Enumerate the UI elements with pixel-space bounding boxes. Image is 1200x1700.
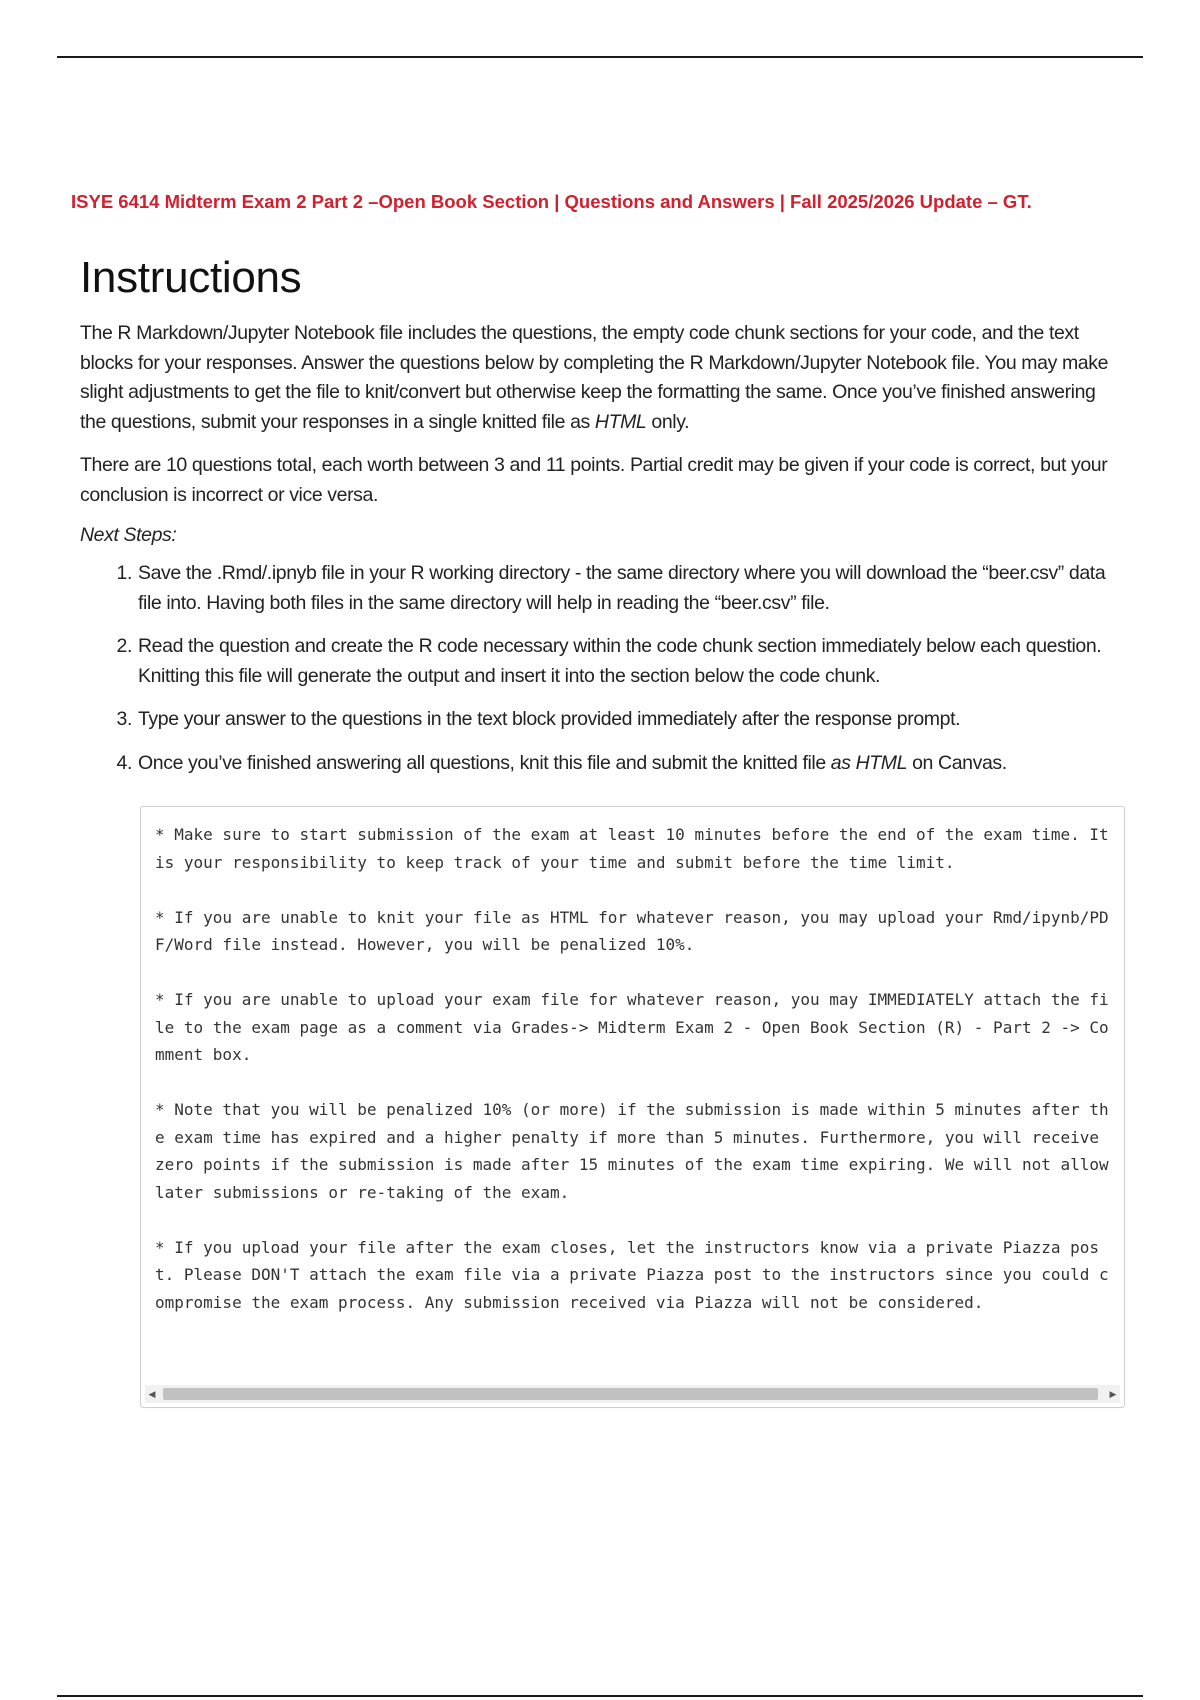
- instructions-heading: Instructions: [80, 253, 302, 302]
- step-text: Save the .Rmd/.ipnyb file in your R working directory - the same directory where you will download the “beer.csv” data file into. Having both files in the same directory will help in reading the “beer.csv” file.: [138, 562, 1106, 614]
- instructions-section: [80, 253, 1120, 792]
- step-number: 3.: [116, 708, 132, 730]
- code-paragraph: * If you upload your file after the exam closes, let the instructors know via a private Piazza post. Please DON'T attach the exam file via a private Piazza post to the instructors since you could compromise the exam process. Any submission received via Piazza will not be considered.: [155, 1237, 1109, 1312]
- scrollbar-thumb[interactable]: [163, 1388, 1098, 1400]
- points-paragraph: There are 10 questions total, each worth between 3 and 11 points. Partial credit may be given if your code is correct, but your conclusion is incorrect or vice versa.: [80, 454, 1108, 506]
- exam-title: ISYE 6414 Midterm Exam 2 Part 2 –Open Book Section | Questions and Answers | Fall 2025/2026 Update – GT.: [71, 191, 1032, 212]
- step-text: Type your answer to the questions in the text block provided immediately after the response prompt.: [138, 708, 961, 730]
- step-item: [80, 632, 1120, 691]
- code-paragraph: * Make sure to start submission of the exam at least 10 minutes before the end of the exam time. It is your responsibility to keep track of your time and submit before the time limit.: [155, 825, 1109, 872]
- step-number: 4.: [116, 751, 132, 774]
- horizontal-scrollbar[interactable]: [145, 1385, 1120, 1403]
- step-text: Read the question and create the R code necessary within the code chunk section immediately below each question. Knitting this file will generate the output and insert it into the section below the code chunk.: [138, 635, 1102, 687]
- intro-emphasis: HTML: [594, 410, 647, 433]
- step-emphasis: as HTML: [830, 751, 908, 774]
- step-text-part: on Canvas.: [907, 751, 1007, 774]
- step-item: [80, 559, 1120, 618]
- code-paragraph: * Note that you will be penalized 10% (or more) if the submission is made within 5 minutes after the exam time has expired and a higher penalty if more than 5 minutes. Furthermore, you will receive zero points if the submission is made after 15 minutes of the exam time expiring. We will not allow later submissions or re-taking of the exam.: [155, 1100, 1109, 1202]
- top-rule: [57, 56, 1143, 58]
- step-number: 1.: [116, 562, 132, 584]
- step-item: [80, 705, 1120, 735]
- scroll-right-icon[interactable]: ▶: [1109, 1389, 1117, 1399]
- intro-text-2: only.: [646, 410, 690, 433]
- code-paragraph: * If you are unable to knit your file as HTML for whatever reason, you may upload your Rmd/ipynb/PDF/Word file instead. However, you will be penalized 10%.: [155, 907, 1109, 954]
- next-steps-label: Next Steps:: [80, 524, 177, 546]
- code-paragraph: * If you are unable to upload your exam file for whatever reason, you may IMMEDIATELY attach the file to the exam page as a comment via Grades-> Midterm Exam 2 - Open Book Section (R) - Part 2 -> Comment box.: [155, 990, 1109, 1064]
- intro-paragraph: [80, 319, 1120, 437]
- step-number: 2.: [116, 635, 132, 657]
- step-text-part: Once you’ve finished answering all questions, knit this file and submit the knitted file: [138, 751, 831, 774]
- steps-list: [80, 559, 1120, 778]
- intro-text-1: The R Markdown/Jupyter Notebook file includes the questions, the empty code chunk sections for your code, and the text blocks for your responses. Answer the questions below by completing the R Markdown/Jupyter Notebook file. You may make slight adjustments to get the file to knit/convert but otherwise keep the formatting the same. Once you’ve finished answering the questions, submit your responses in a single knitted file as: [80, 322, 1109, 433]
- code-content: [155, 821, 1110, 1344]
- step-text: [138, 749, 1120, 779]
- step-item: [80, 749, 1120, 779]
- bottom-rule: [57, 1695, 1143, 1697]
- code-block[interactable]: [140, 806, 1125, 1408]
- scroll-left-icon[interactable]: ◀: [148, 1389, 156, 1399]
